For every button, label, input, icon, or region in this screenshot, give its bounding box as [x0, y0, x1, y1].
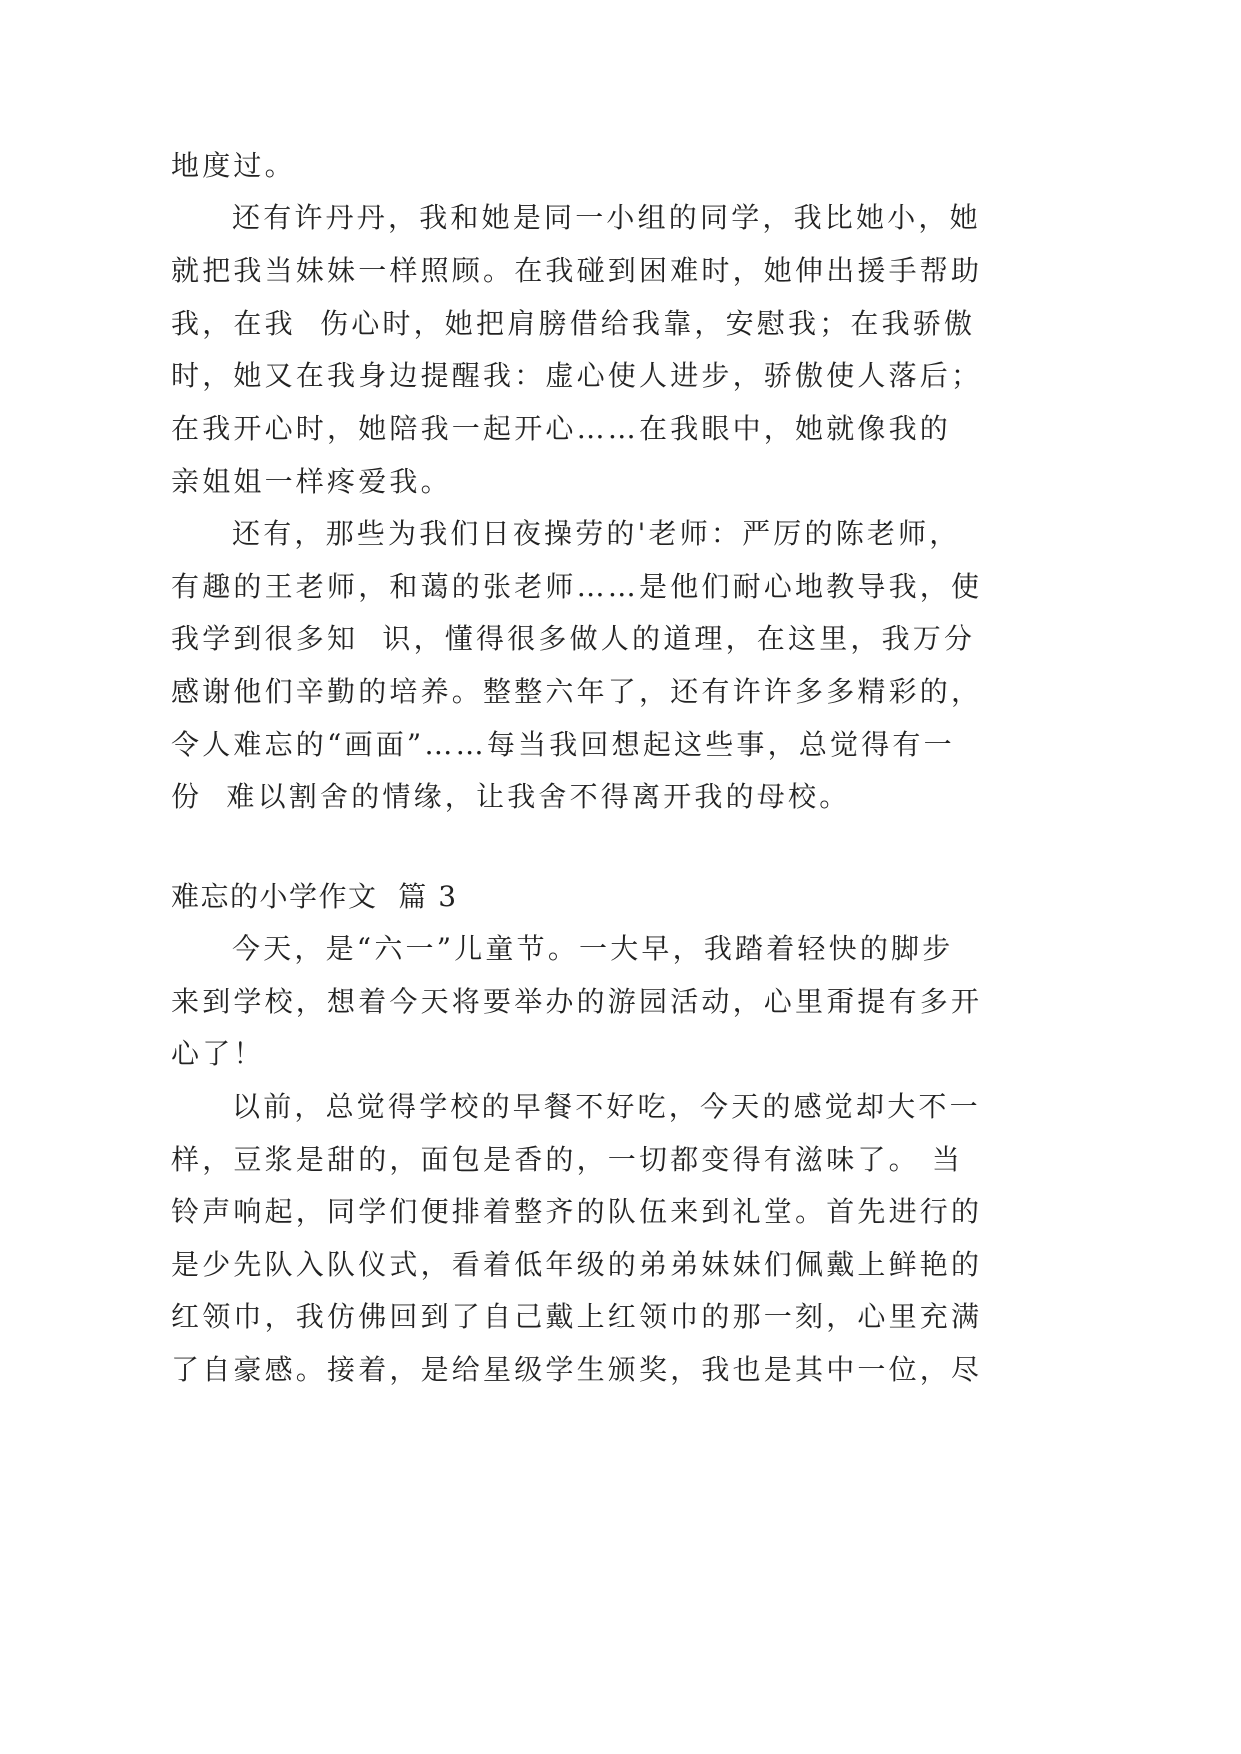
paragraph-line: 是少先队入队仪式，看着低年级的弟弟妹妹们佩戴上鲜艳的 [171, 1248, 983, 1281]
paragraph-line: 我，在我 伤心时，她把肩膀借给我靠，安慰我；在我骄傲 [171, 307, 976, 340]
section-heading: 难忘的小学作文 篇 3 [171, 880, 458, 913]
paragraph-line: 来到学校，想着今天将要举办的游园活动，心里甭提有多开 [171, 985, 983, 1018]
paragraph-line: 份 难以割舍的情缘，让我舍不得离开我的母校。 [171, 780, 851, 813]
paragraph-line: 还有，那些为我们日夜操劳的'老师：严厉的陈老师， [232, 517, 961, 550]
paragraph-line: 时，她又在我身边提醒我：虚心使人进步，骄傲使人落后； [171, 359, 983, 392]
paragraph-line: 样，豆浆是甜的，面包是香的，一切都变得有滋味了。 当 [171, 1143, 964, 1176]
paragraph-line: 在我开心时，她陪我一起开心……在我眼中，她就像我的 [171, 412, 952, 445]
paragraph-line: 我学到很多知 识，懂得很多做人的道理，在这里，我万分 [171, 622, 976, 655]
paragraph-line: 今天，是“六一”儿童节。一大早，我踏着轻快的脚步 [232, 932, 954, 965]
paragraph-line: 红领巾，我仿佛回到了自己戴上红领巾的那一刻，心里充满 [171, 1300, 983, 1333]
paragraph-line: 令人难忘的“画面”……每当我回想起这些事，总觉得有一 [171, 728, 955, 761]
paragraph-line: 铃声响起，同学们便排着整齐的队伍来到礼堂。首先进行的 [171, 1195, 983, 1228]
paragraph-line: 地度过。 [171, 149, 296, 182]
paragraph-line: 有趣的王老师，和蔼的张老师……是他们耐心地教导我，使 [171, 570, 983, 603]
paragraph-line: 了自豪感。接着，是给星级学生颁奖，我也是其中一位，尽 [171, 1353, 983, 1386]
paragraph-line: 就把我当妹妹一样照顾。在我碰到困难时，她伸出援手帮助 [171, 254, 983, 287]
paragraph-line: 亲姐姐一样疼爱我。 [171, 465, 452, 498]
paragraph-line: 心了！ [171, 1037, 265, 1070]
paragraph-line: 还有许丹丹，我和她是同一小组的同学，我比她小，她 [232, 201, 981, 234]
paragraph-line: 感谢他们辛勤的培养。整整六年了，还有许许多多精彩的， [171, 675, 983, 708]
paragraph-line: 以前，总觉得学校的早餐不好吃，今天的感觉却大不一 [232, 1090, 981, 1123]
